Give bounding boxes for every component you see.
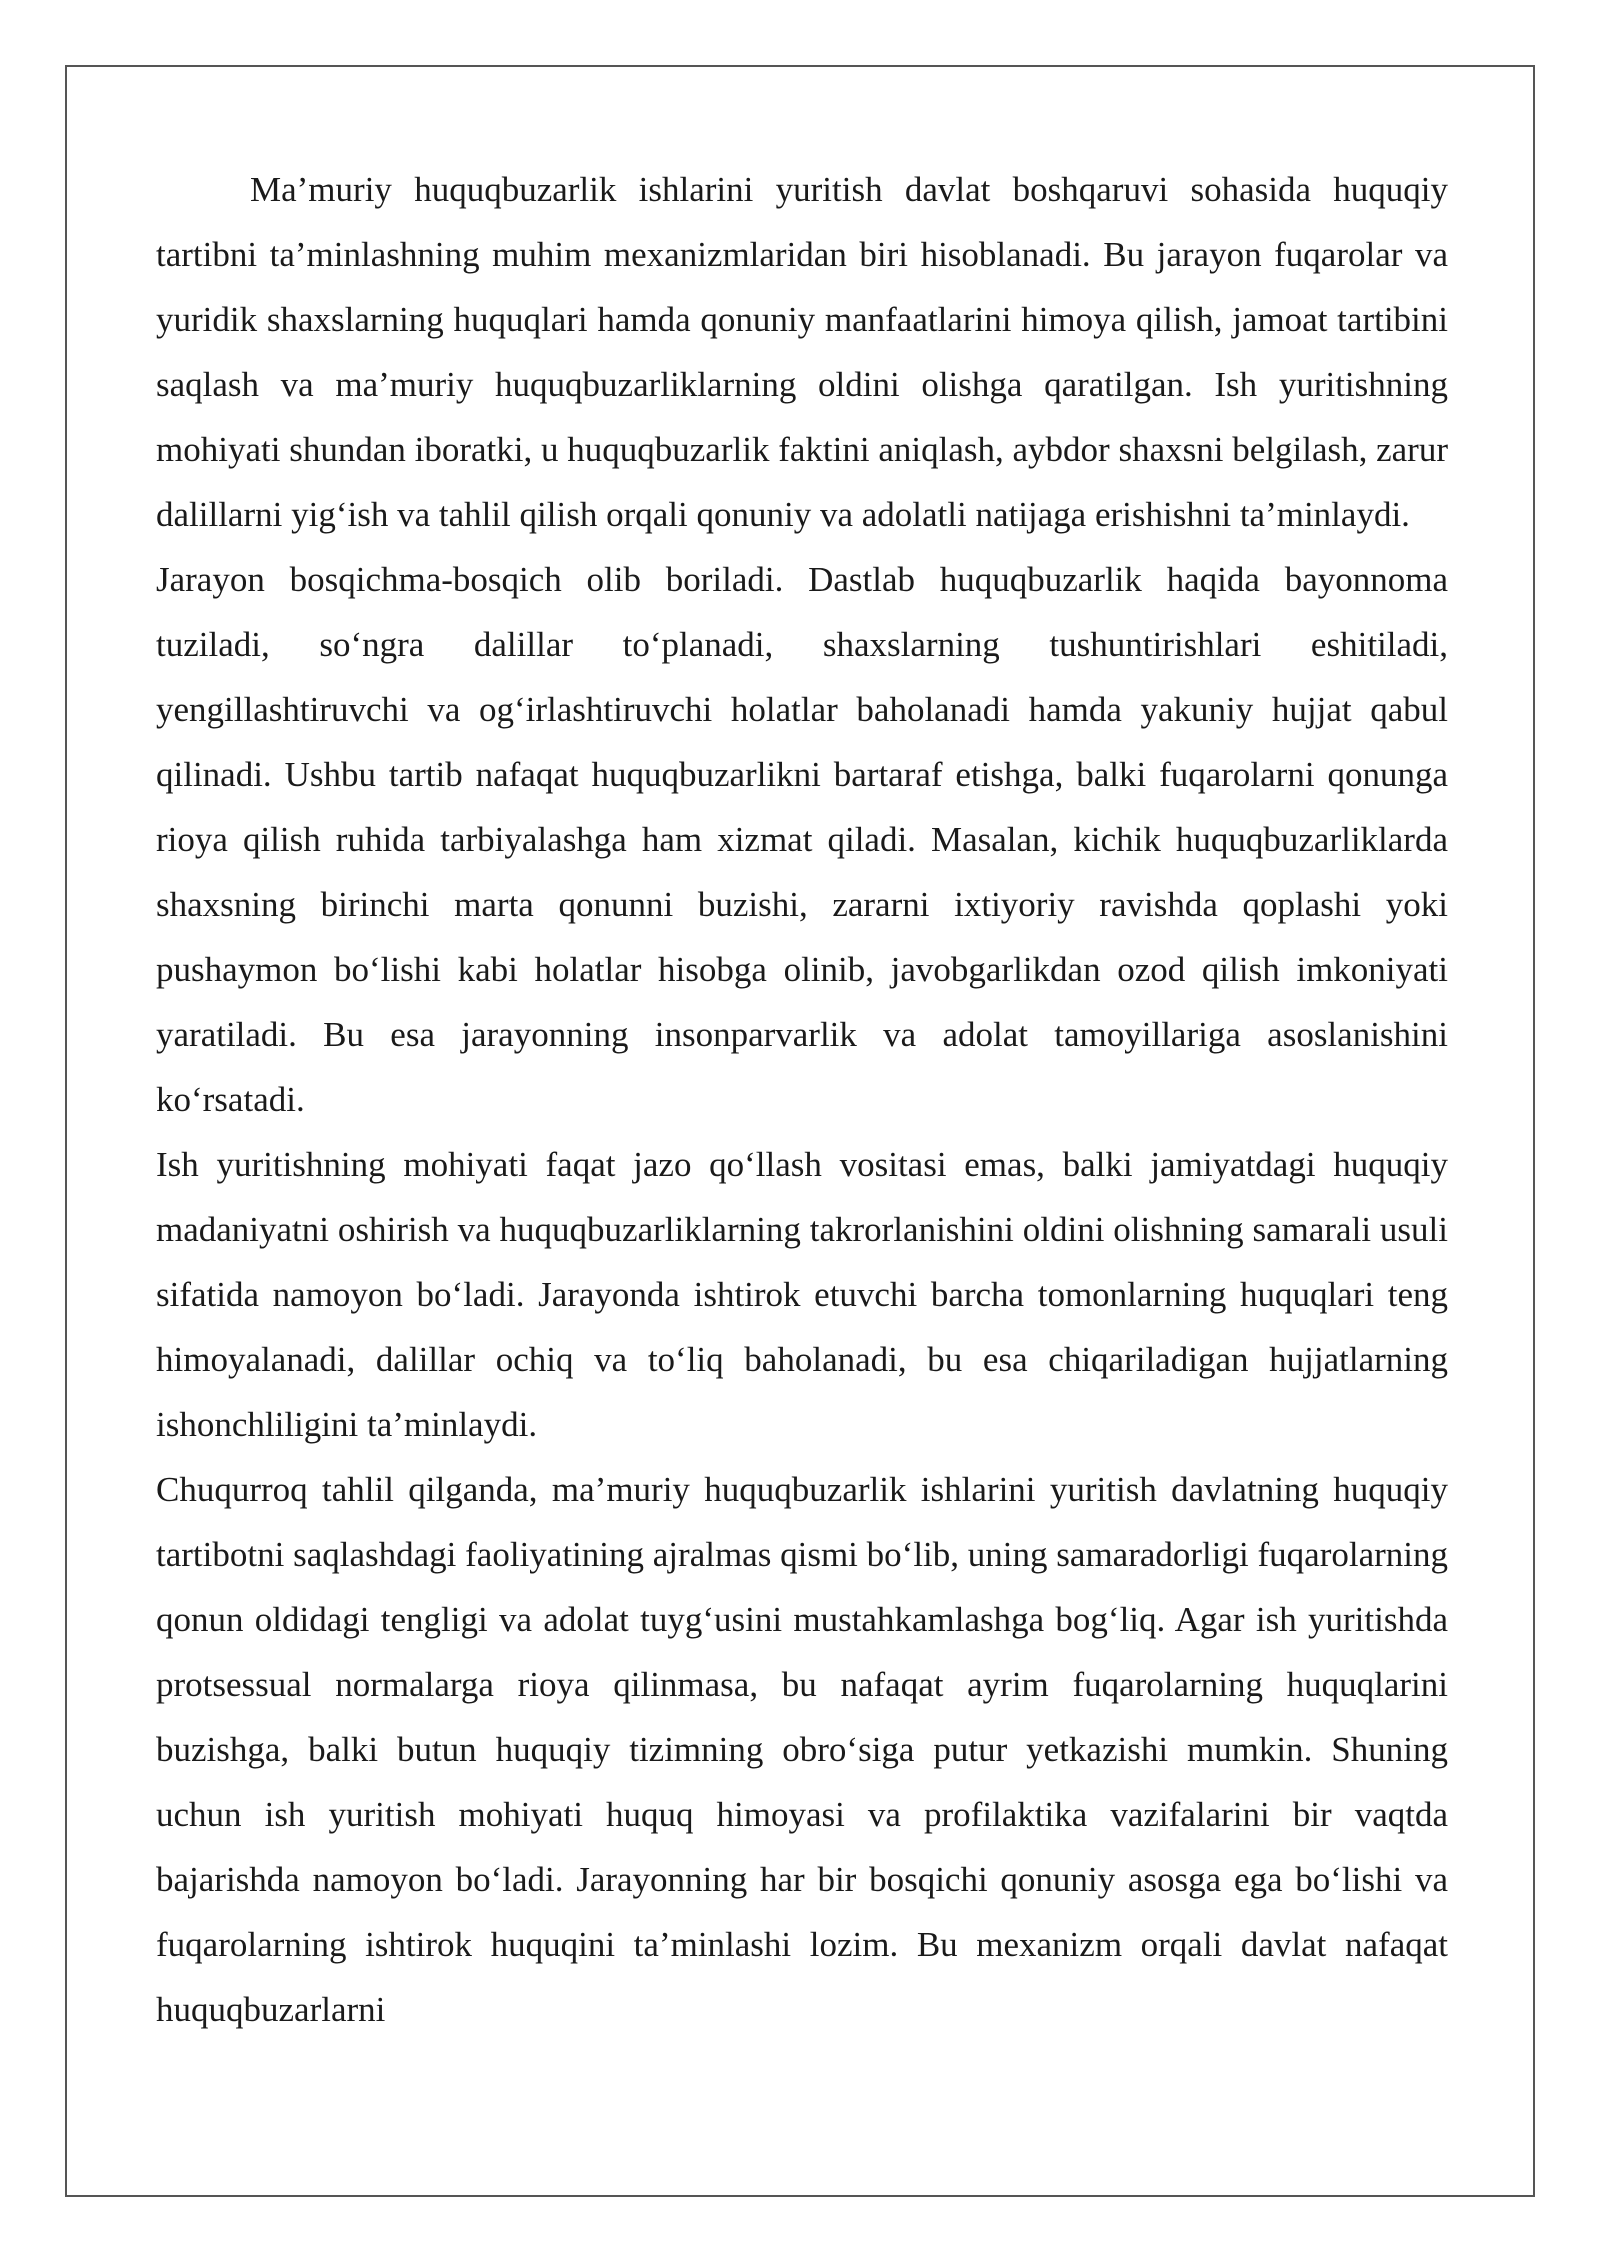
paragraph-1: Ma’muriy huquqbuzarlik ishlarini yuritish davlat boshqaruvi sohasida huquqiy tartibni ta’minlashning muhim mexanizmlaridan biri hisoblanadi. Bu jarayon fuqarolar va yuridik shaxslarning huquqlari hamda qonuniy manfaatlarini himoya qilish, jamoat tartibini saqlash va ma’muriy huquqbuzarliklarning oldini olishga qaratilgan. Ish yuritishning mohiyati shundan iboratki, u huquqbuzarlik faktini aniqlash, aybdor shaxsni belgilash, zarur dalillarni yig‘ish va tahlil qilish orqali qonuniy va adolatli natijaga erishishni ta’minlaydi. bbox=[156, 170, 1448, 534]
paragraph-3: Ish yuritishning mohiyati faqat jazo qo‘llash vositasi emas, balki jamiyatdagi huquqiy madaniyatni oshirish va huquqbuzarliklarning takrorlanishini oldini olishning samarali usuli sifatida namoyon bo‘ladi. Jarayonda ishtirok etuvchi barcha tomonlarning huquqlari teng himoyalanadi, dalillar ochiq va to‘liq baholanadi, bu esa chiqariladigan hujjatlarning ishonchliligini ta’minlaydi. bbox=[156, 1145, 1448, 1444]
page-body bbox=[156, 157, 1448, 2042]
paragraph-4: Chuqurroq tahlil qilganda, ma’muriy huquqbuzarlik ishlarini yuritish davlatning huquqiy tartibotni saqlashdagi faoliyatining ajralmas qismi bo‘lib, uning samaradorligi fuqarolarning qonun oldidagi tengligi va adolat tuyg‘usini mustahkamlashga bog‘liq. Agar ish yuritishda protsessual normalarga rioya qilinmasa, bu nafaqat ayrim fuqarolarning huquqlarini buzishga, balki butun huquqiy tizimning obro‘siga putur yetkazishi mumkin. Shuning uchun ish yuritish mohiyati huquq himoyasi va profilaktika vazifalarini bir vaqtda bajarishda namoyon bo‘ladi. Jarayonning har bir bosqichi qonuniy asosga ega bo‘lishi va fuqarolarning ishtirok huquqini ta’minlashi lozim. Bu mexanizm orqali davlat nafaqat huquqbuzarlarni bbox=[156, 1470, 1448, 2029]
paragraph-2: Jarayon bosqichma-bosqich olib boriladi. Dastlab huquqbuzarlik haqida bayonnoma tuziladi, so‘ngra dalillar to‘planadi, shaxslarning tushuntirishlari eshitiladi, yengillashtiruvchi va og‘irlashtiruvchi holatlar baholanadi hamda yakuniy hujjat qabul qilinadi. Ushbu tartib nafaqat huquqbuzarlikni bartaraf etishga, balki fuqarolarni qonunga rioya qilish ruhida tarbiyalashga ham xizmat qiladi. Masalan, kichik huquqbuzarliklarda shaxsning birinchi marta qonunni buzishi, zararni ixtiyoriy ravishda qoplashi yoki pushaymon bo‘lishi kabi holatlar hisobga olinib, javobgarlikdan ozod qilish imkoniyati yaratiladi. Bu esa jarayonning insonparvarlik va adolat tamoyillariga asoslanishini ko‘rsatadi. bbox=[156, 560, 1448, 1119]
page-frame bbox=[65, 65, 1535, 2197]
